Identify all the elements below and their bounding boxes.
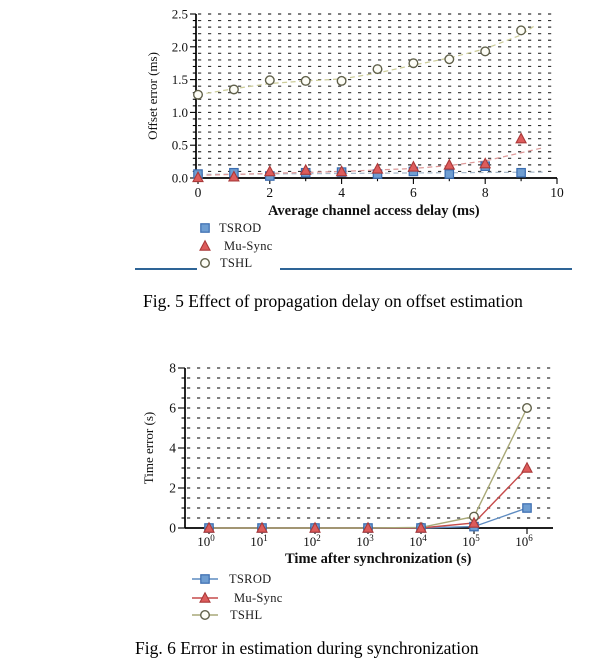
legend-item-mu-sync xyxy=(197,238,273,254)
circle-marker-icon xyxy=(197,255,213,271)
triangle-marker-icon xyxy=(197,238,213,254)
legend-label: Mu-Sync xyxy=(224,238,273,253)
fig5-y-axis-title: Offset error (ms) xyxy=(145,52,160,140)
svg-text:102: $10^2$ xyxy=(303,533,321,549)
svg-text:6: 6 xyxy=(169,400,176,416)
legend-label: TSHL xyxy=(230,607,263,622)
svg-text:4: 4 xyxy=(169,440,176,456)
fig5-series-tshl xyxy=(194,26,526,99)
fig5-x-axis-title: Average channel access delay (ms) xyxy=(268,203,480,219)
svg-text:103: $10^3$ xyxy=(356,533,374,549)
legend-label: TSROD xyxy=(229,571,272,586)
svg-text:101: $10^1$ xyxy=(250,533,268,549)
svg-text:105: $10^5$ xyxy=(462,533,480,549)
fig5-axes xyxy=(196,14,557,178)
svg-text:0.0: 0.0 xyxy=(171,170,188,186)
legend-item-tsrod xyxy=(197,220,261,236)
legend-label: TSROD xyxy=(219,220,262,235)
svg-text:1.5: 1.5 xyxy=(171,72,188,88)
fig6-x-axis-title: Time after synchronization (s) xyxy=(285,551,472,567)
circle-marker-icon xyxy=(192,607,218,623)
fig5-ticks xyxy=(190,14,557,184)
svg-text:0: 0 xyxy=(169,520,176,536)
fig6-tick-labels xyxy=(169,361,533,550)
svg-text:2.5: 2.5 xyxy=(171,6,188,22)
fig6-ticks xyxy=(178,368,527,534)
svg-text:0: 0 xyxy=(194,185,202,200)
dotted-grid xyxy=(187,368,553,518)
svg-text:106: $10^6$ xyxy=(515,533,533,549)
legend-item-mu-sync xyxy=(192,590,283,606)
legend-label: Mu-Sync xyxy=(234,590,283,605)
svg-text:2: 2 xyxy=(266,185,274,200)
svg-text:8: 8 xyxy=(169,360,176,376)
fig5-chart xyxy=(140,0,570,222)
svg-text:0.5: 0.5 xyxy=(171,137,188,153)
svg-text:8: 8 xyxy=(481,185,489,200)
svg-text:6: 6 xyxy=(410,185,417,200)
legend-label: TSHL xyxy=(220,255,253,270)
fig5-caption: Fig. 5 Effect of propagation delay on offset estimation xyxy=(143,291,523,311)
legend-item-tshl xyxy=(197,255,280,271)
dotted-grid xyxy=(198,14,556,171)
svg-text:104: $10^4$ xyxy=(409,533,427,549)
fig6-chart xyxy=(130,355,570,570)
svg-text:2.0: 2.0 xyxy=(171,39,188,55)
svg-text:4: 4 xyxy=(338,185,345,200)
square-marker-icon xyxy=(192,571,218,587)
legend-item-tshl xyxy=(192,607,262,623)
legend-item-tsrod xyxy=(192,571,271,587)
fig6-caption: Fig. 6 Error in estimation during synchronization xyxy=(135,638,479,658)
svg-text:1.0: 1.0 xyxy=(171,104,188,120)
triangle-marker-icon xyxy=(192,590,218,606)
square-marker-icon xyxy=(197,220,213,236)
svg-text:2: 2 xyxy=(169,480,176,496)
svg-text:100: $10^0$ xyxy=(197,533,215,549)
svg-text:10: 10 xyxy=(550,185,564,200)
fig6-y-axis-title: Time error (s) xyxy=(141,411,156,485)
